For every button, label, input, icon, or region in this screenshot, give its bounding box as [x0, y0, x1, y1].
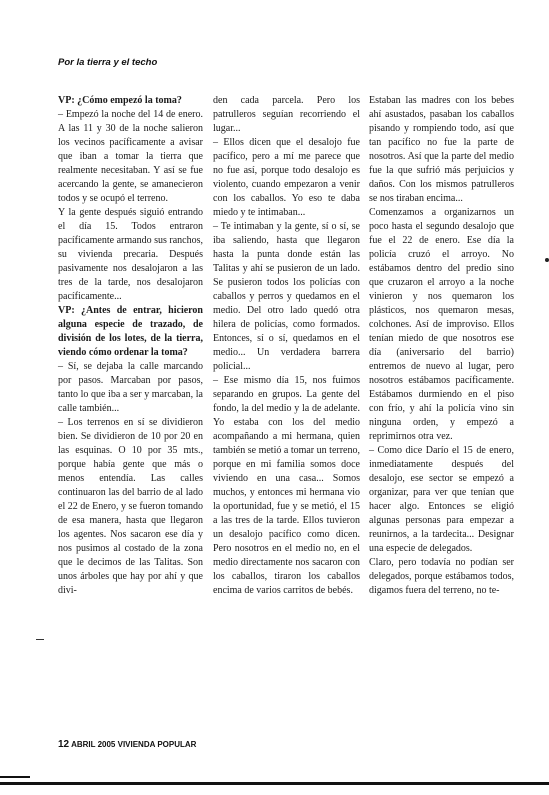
- section-header: Por la tierra y el techo: [58, 57, 158, 68]
- paragraph: – Como dice Darío el 15 de enero, inmediatamente después del desalojo, ese sector se empezó a organizar, para ver que tenían que hacer algo. Entonces se eligió algunas personas para empezar a reunirnos, a la tardecita... Designar una especie de delegados.: [369, 445, 514, 554]
- bottom-rule: [0, 782, 549, 785]
- paragraph: den cada parcela. Pero los patrulleros seguían recorriendo el lugar...: [213, 95, 360, 134]
- page-footer: [58, 739, 196, 750]
- text-column-2: [213, 94, 360, 598]
- paragraph: Comenzamos a organizarnos un poco hasta el segundo desalojo que fue el 22 de enero. Ese día la policía cruzó el arroyo. No estábamos dentro del predio sino que cruzaron el arroyo a la noche vinieron y nos quemaron los plásticos, nos quemaron mesas, colchones. Así de improviso. Ellos tenían miedo de que nosotros ese día (aniversario del barrio) entremos de nuevo al lugar, pero nosotros estábamos pacíficamente. Estábamos durmiendo en el piso con frío, y ahí la policía vino sin ninguna orden, y empezó a reprimirnos otra vez.: [369, 207, 514, 442]
- paragraph: Estaban las madres con los bebes ahí asustados, pasaban los caballos pisando y rompiendo todo, así que tan pacífico no fue la parte de nosotros. Así que la parte del medio fue la que sufrió más perjuicios y daños. Con los mismos patrulleros se nos tiraban encima...: [369, 95, 514, 204]
- paragraph: – Los terrenos en sí se dividieron bien. Se dividieron de 10 por 20 en las esquinas. O 10 por 35 mts., porque había gente que más o menos entendía. Las calles continuaron las del barrio de al lado el 22 de Enero, y se fueron tomando de esa manera, hasta que llegaron los agentes. Nos sacaron ese día y nos pusimos al costado de la zona que le decimos de las Talitas. Son unos árboles que hay por ahí y que divi-: [58, 417, 203, 596]
- paragraph: Claro, pero todavía no podían ser delegados, porque estábamos todos, digamos fuera del terreno, no te-: [369, 557, 514, 596]
- paragraph: – Empezó la noche del 14 de enero. A las 11 y 30 de la noche salieron los vecinos pacíficamente a avisar que iban a tomar la tierra que realmente necesitaban. Y así se fue acercando la gente, se amanecieron todos y se ocupó el terreno.: [58, 109, 203, 204]
- text-column-1: [58, 94, 203, 598]
- paragraph: – Ellos dicen que el desalojo fue pacífico, pero a mí me parece que no fue así, porque todo desalojo es violento, cuando empezaron a venir con los caballos. Yo eso te daba miedo y te intimaban...: [213, 137, 360, 218]
- text-column-3: [369, 94, 514, 598]
- paragraph: Y la gente después siguió entrando el día 15. Todos entraron pacíficamente armando sus ranchos, su vivienda precaria. Después pasivamente nos desalojaron a las tres de la tarde, nos desalojaron pacíficamente...: [58, 207, 203, 302]
- paragraph: – Sí, se dejaba la calle marcando por pasos. Marcaban por pasos, tanto lo que iba a ser y marcaban, la calle también...: [58, 361, 203, 414]
- crop-mark: [0, 776, 30, 778]
- page-number: 12: [58, 739, 70, 750]
- question-2: VP: ¿Antes de entrar, hicieron alguna especie de trazado, de división de los lotes, de la tierra, viendo cómo ordenar la toma?: [58, 305, 203, 358]
- question-1: VP: ¿Cómo empezó la toma?: [58, 95, 182, 106]
- margin-mark: [36, 639, 44, 640]
- paragraph: – Te intimaban y la gente, sí o sí, se iba saliendo, hasta que llegaron hasta la punta donde están las Talitas y ahí se pusieron de un lado. Se pusieron todos los policías con caballos y perros y quedamos en el medio. Del otro lado quedó otra hilera de policías, como formados. Entonces, sí o sí, quedamos en el medio... Un verdadera barrera policial...: [213, 221, 360, 372]
- edge-dot: [545, 258, 549, 262]
- footer-text: ABRIL 2005 VIVIENDA POPULAR: [71, 740, 197, 749]
- paragraph: – Ese mismo día 15, nos fuimos separando en grupos. La gente del fondo, la del medio y la de adelante. Yo estaba con los del medio acompañando a mi hermana, quien también se metió a tomar un terreno, porque en mi familia somos doce viviendo en una casa... Somos muchos, y entonces mi hermana vio la oportunidad, fue y se metió, el 15 a las tres de la tarde. Ellos tuvieron un desalojo pacífico como dicen. Pero nosotros en el medio no, en el medio directamente nos sacaron con los caballos, tiraron los caballos encima de varios carritos de bebés.: [213, 375, 360, 596]
